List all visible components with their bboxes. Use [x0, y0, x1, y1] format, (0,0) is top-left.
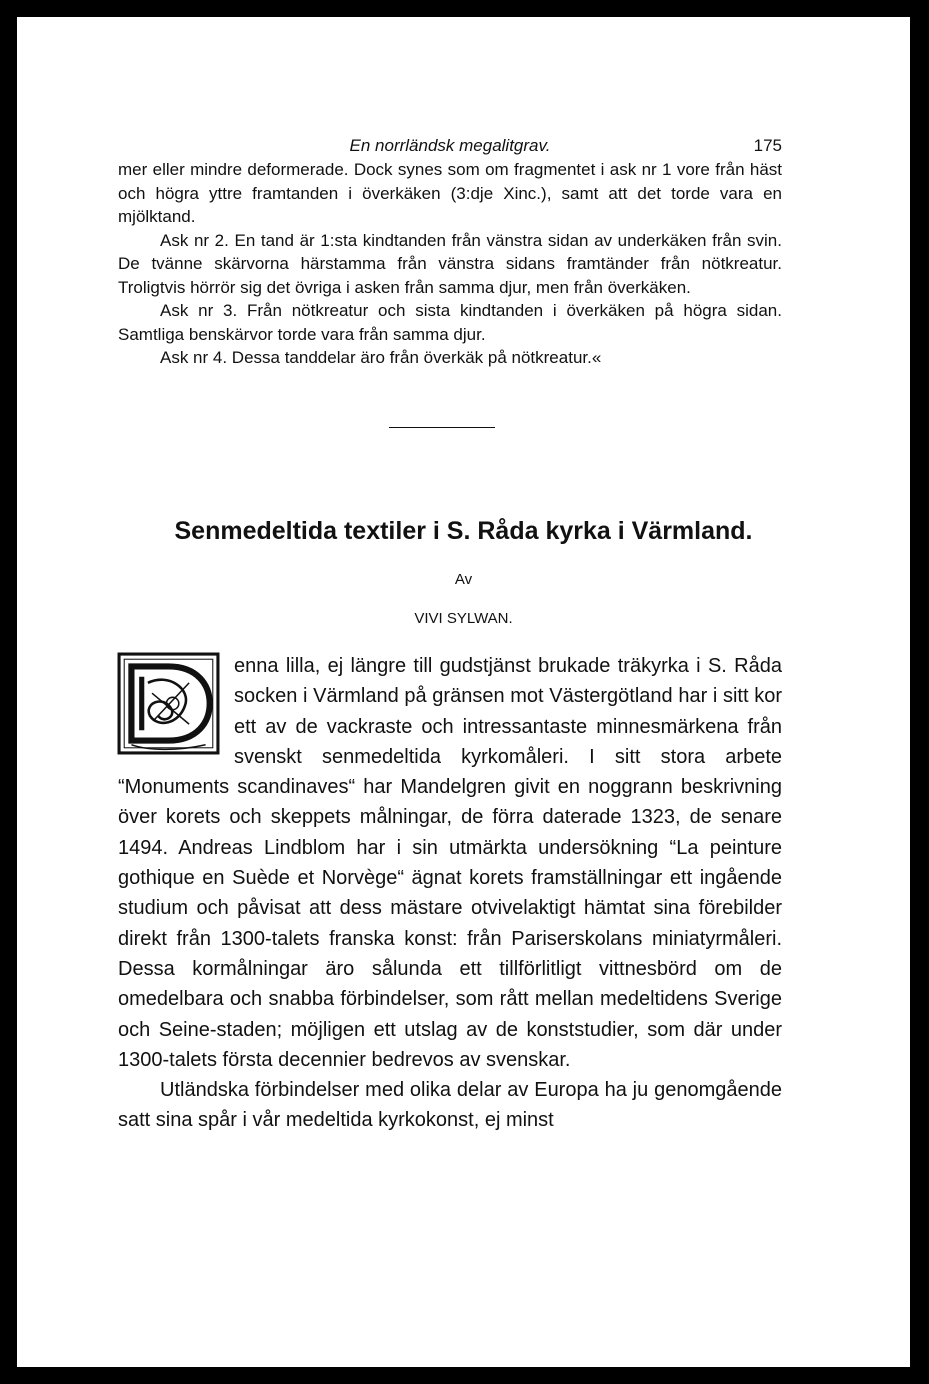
article-body [118, 651, 782, 1136]
paragraph: mer eller mindre deformerade. Dock synes som om fragmentet i ask nr 1 vore från häst och högra yttre framtanden i överkäken (3:dje Xinc.), samt att det torde vara en mjölktand. [118, 160, 782, 226]
section-divider [389, 427, 495, 428]
author-name: VIVI SYLWAN. [414, 610, 513, 627]
paragraph: Ask nr 2. En tand är 1:sta kindtanden från vänstra sidan av underkäken från svin. De tvänne skärvorna härstamma från vänstra sidans framtänder från nötkreatur. Troligtvis hörrör sig det övriga i asken från samma djur, men från överkäken. [118, 230, 782, 297]
previous-article-text [118, 158, 782, 370]
page-number: 175 [753, 136, 782, 155]
paragraph: Utländska förbindelser med olika delar av Europa ha ju genomgående satt sina spår i vår medeltida kyrkokonst, ej minst [118, 1079, 782, 1132]
article-title: Senmedeltida textiler i S. Råda kyrka i Värmland. [174, 517, 753, 545]
byline-prefix: Av [454, 571, 473, 588]
book-page [17, 17, 910, 1367]
paragraph: Ask nr 4. Dessa tanddelar äro från överkäk på nötkreatur.« [160, 348, 602, 367]
running-header [118, 136, 782, 158]
running-title: En norrländsk megalitgrav. [349, 136, 551, 155]
paragraph: Ask nr 3. Från nötkreatur och sista kindtanden i överkäken på högra sidan. Samtliga benskärvor torde vara från samma djur. [118, 301, 782, 344]
paragraph: enna lilla, ej längre till gudstjänst brukade träkyrka i S. Råda socken i Värmland på gränsen mot Västergötland har i sitt kor ett av de vackraste och intressantaste minnesmärkena från svenskt senmedeltida kyrkomåleri. I sitt stora arbete “Monuments scandinaves“ har Mandelgren givit en noggrann beskrivning över korets och skeppets målningar, de förra daterade 1323, de senare 1494. Andreas Lindblom har i sin utmärkta undersökning “La peinture gothique en Suède et Norvège“ ägnat korets framställningar ett ingående studium och påvisat att dess mästare otvivelaktigt hämtat sina förebilder direkt från 1300-talets franska konst: från Pariserskolans miniatyrmåleri. Dessa kormålningar äro sålunda ett tillförlitligt vittnesbörd om de omedelbara och snabba förbindelser, som rått mellan medeltidens Sverige och Seine-staden; möjligen ett utslag av de konststudier, som där under 1300-talets första decennier bedrevos av svenskar. [118, 655, 782, 1071]
